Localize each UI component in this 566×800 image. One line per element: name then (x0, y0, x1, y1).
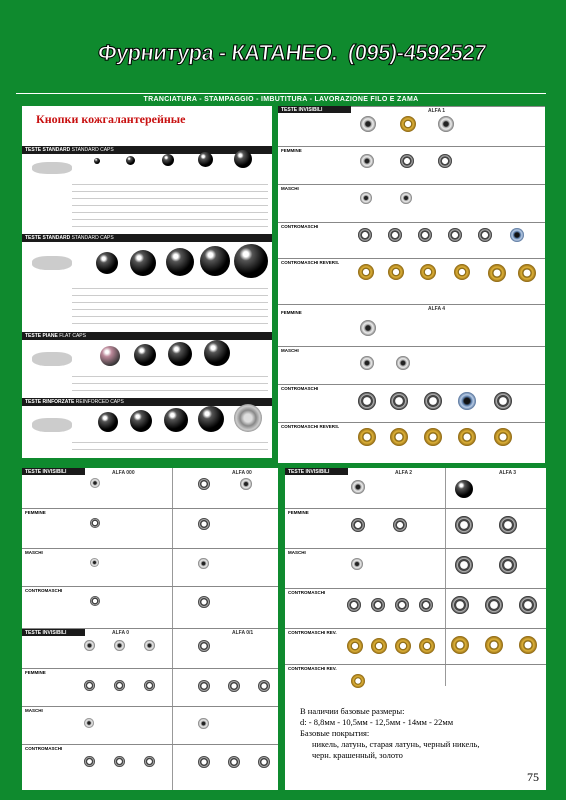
section-header: TESTE STANDARD STANDARD CAPS (22, 146, 272, 154)
eyelet-image (351, 674, 365, 688)
section-reinforced-caps (22, 398, 272, 406)
row-label: CONTROMASCHI (25, 588, 63, 593)
row-label: MASCHI (281, 186, 299, 191)
cap-image (162, 154, 174, 166)
stud-image (455, 556, 473, 574)
eyelet-image (388, 264, 404, 280)
rivet-image (240, 478, 252, 490)
sizes-heading: В наличии базовые размеры: (300, 706, 405, 716)
rivet-image (351, 480, 365, 494)
rivet-image (360, 116, 376, 132)
stud-image (400, 192, 412, 204)
page-number: 75 (527, 770, 539, 784)
socket-image (499, 516, 517, 534)
eyelet-image (358, 428, 376, 446)
row-label: FEMMINE (281, 310, 302, 315)
eyelet-image (390, 392, 408, 410)
eyelet-image (114, 756, 125, 767)
cap-image (100, 346, 120, 366)
row-label: CONTROMASCHI (281, 386, 319, 391)
alfa-000-01-panel (22, 468, 278, 790)
cap-image (234, 244, 268, 278)
socket-image (438, 154, 452, 168)
rivet-image (90, 478, 100, 488)
socket-image (114, 680, 125, 691)
socket-image (84, 680, 95, 691)
size-table (72, 370, 268, 394)
row-label: CONTROMASCHI REV. (288, 630, 337, 635)
socket-image (400, 154, 414, 168)
cap-image (134, 344, 156, 366)
cap-image (198, 406, 224, 432)
eyelet-image (485, 636, 503, 654)
eyelet-image (358, 228, 372, 242)
cap-image (94, 158, 100, 164)
row-label: FEMMINE (288, 510, 309, 515)
cap-profile-image (32, 162, 72, 174)
row-label: MASCHI (25, 708, 43, 713)
eyelet-image (390, 428, 408, 446)
cap-image (200, 246, 230, 276)
group-label: ALFA 0/1 (232, 630, 254, 636)
group-label: ALFA 4 (428, 306, 446, 312)
cap-image (234, 150, 252, 168)
socket-image (360, 320, 376, 336)
eyelet-image (518, 264, 536, 282)
eyelet-image (371, 638, 387, 654)
coatings-list-1: никель, латунь, старая латунь, черный никель, (312, 739, 480, 749)
alfa-1-4-panel (278, 106, 545, 463)
cap-image (96, 252, 118, 274)
rivet-image (455, 480, 473, 498)
eyelet-image (419, 598, 433, 612)
cap-image (204, 340, 230, 366)
coatings-list-2: черн. крашенный, золото (312, 750, 403, 760)
eyelet-image (458, 392, 476, 410)
panel-title: Кнопки кожгалантерейные (36, 112, 186, 126)
group-label: ALFA 2 (395, 470, 413, 476)
cap-image (130, 410, 152, 432)
eyelet-image (418, 228, 432, 242)
eyelet-image (485, 596, 503, 614)
row-label: CONTROMASCHI (25, 746, 63, 751)
group-label: ALFA 000 (112, 470, 135, 476)
rivet-image (114, 640, 125, 651)
group-label: ALFA 1 (428, 108, 446, 114)
row-label: CONTROMASCHI (288, 590, 326, 595)
eyelet-image (488, 264, 506, 282)
eyelet-image (494, 392, 512, 410)
sizes-list: d: - 8,8мм - 10,5мм - 12,5мм - 14мм - 22мм (300, 717, 454, 727)
socket-image (351, 518, 365, 532)
eyelet-image (395, 598, 409, 612)
eyelet-image (358, 392, 376, 410)
size-table (72, 436, 268, 456)
stud-image (351, 558, 363, 570)
stud-image (84, 718, 94, 728)
eyelet-image (451, 636, 469, 654)
available-sizes-info (300, 706, 480, 761)
socket-image (360, 154, 374, 168)
eyelet-image (478, 228, 492, 242)
row-label: FEMMINE (281, 148, 302, 153)
section-header: TESTE STANDARD STANDARD CAPS (22, 234, 272, 242)
eyelet-image (84, 756, 95, 767)
rivet-image (144, 640, 155, 651)
cap-profile-image (32, 256, 72, 270)
eyelet-image (519, 636, 537, 654)
eyelet-image (454, 264, 470, 280)
row-label: TESTE INVISIBILI (22, 629, 85, 636)
group-label: ALFA 00 (232, 470, 252, 476)
eyelet-image (358, 264, 374, 280)
row-label: TESTE INVISIBILI (285, 468, 348, 475)
leather-buttons-panel (22, 106, 272, 458)
socket-image (90, 518, 100, 528)
group-label: ALFA 0 (112, 630, 130, 636)
eyelet-image (371, 598, 385, 612)
eyelet-image (519, 596, 537, 614)
stud-image (396, 356, 410, 370)
rivet-image (198, 478, 210, 490)
cap-image (126, 156, 135, 165)
stud-image (90, 558, 99, 567)
rivet-image (198, 640, 210, 652)
row-label: CONTROMASCHI REVERS. (281, 424, 340, 429)
socket-image (228, 680, 240, 692)
rivet-image (84, 640, 95, 651)
eyelet-image (494, 428, 512, 446)
row-label: TESTE INVISIBILI (22, 468, 85, 475)
size-table (72, 282, 268, 328)
stud-image (360, 356, 374, 370)
eyelet-image (451, 596, 469, 614)
eyelet-image (424, 428, 442, 446)
process-strip (16, 93, 546, 106)
section-header: TESTE RINFORZATE REINFORCED CAPS (22, 398, 272, 406)
stud-image (198, 558, 209, 569)
row-label: MASCHI (281, 348, 299, 353)
socket-image (144, 680, 155, 691)
header (0, 0, 566, 92)
row-label: CONTROMASCHI (281, 224, 319, 229)
cap-image (98, 412, 118, 432)
cap-profile-image (32, 418, 72, 432)
eyelet-image (510, 228, 524, 242)
socket-image (258, 680, 270, 692)
stud-image (499, 556, 517, 574)
row-label: MASCHI (25, 550, 43, 555)
row-label: MASCHI (288, 550, 306, 555)
coatings-heading: Базовые покрытия: (300, 728, 370, 738)
company-title: Фурнитура - КАТАНЕО. (96, 40, 339, 65)
cap-image (234, 404, 262, 432)
eyelet-image (424, 392, 442, 410)
socket-image (393, 518, 407, 532)
eyelet-image (388, 228, 402, 242)
eyelet-image (419, 638, 435, 654)
stud-image (360, 192, 372, 204)
eyelet-image (90, 596, 100, 606)
cap-image (166, 248, 194, 276)
cap-image (164, 408, 188, 432)
eyelet-image (458, 428, 476, 446)
phone-number: (095)-4592527 (346, 40, 488, 65)
cap-image (168, 342, 192, 366)
eyelet-image (347, 638, 363, 654)
row-label: FEMMINE (25, 670, 46, 675)
eyelet-image (347, 598, 361, 612)
rivet-image (400, 116, 416, 132)
section-standard-caps-2 (22, 234, 272, 242)
group-label: ALFA 3 (499, 470, 517, 476)
rivet-image (438, 116, 454, 132)
cap-profile-image (32, 352, 72, 366)
cap-image (130, 250, 156, 276)
section-flat-caps (22, 332, 272, 340)
row-label: CONTROMASCHI REVERS. (281, 260, 340, 265)
eyelet-image (420, 264, 436, 280)
socket-image (198, 680, 210, 692)
stud-image (198, 718, 209, 729)
eyelet-image (448, 228, 462, 242)
socket-image (455, 516, 473, 534)
eyelet-image (228, 756, 240, 768)
row-label: TESTE INVISIBILI (278, 106, 351, 113)
eyelet-image (395, 638, 411, 654)
socket-image (198, 518, 210, 530)
process-strip-text: TRANCIATURA - STAMPAGGIO - IMBUTITURA - LAVORAZIONE FILO E ZAMA (143, 96, 419, 103)
eyelet-image (198, 596, 210, 608)
eyelet-image (198, 756, 210, 768)
size-table (72, 178, 268, 230)
row-label: FEMMINE (25, 510, 46, 515)
eyelet-image (258, 756, 270, 768)
section-header: TESTE PIANE FLAT CAPS (22, 332, 272, 340)
cap-image (198, 152, 213, 167)
row-label: CONTROMASCHI REV. (288, 666, 337, 671)
eyelet-image (144, 756, 155, 767)
section-standard-caps-1 (22, 146, 272, 154)
